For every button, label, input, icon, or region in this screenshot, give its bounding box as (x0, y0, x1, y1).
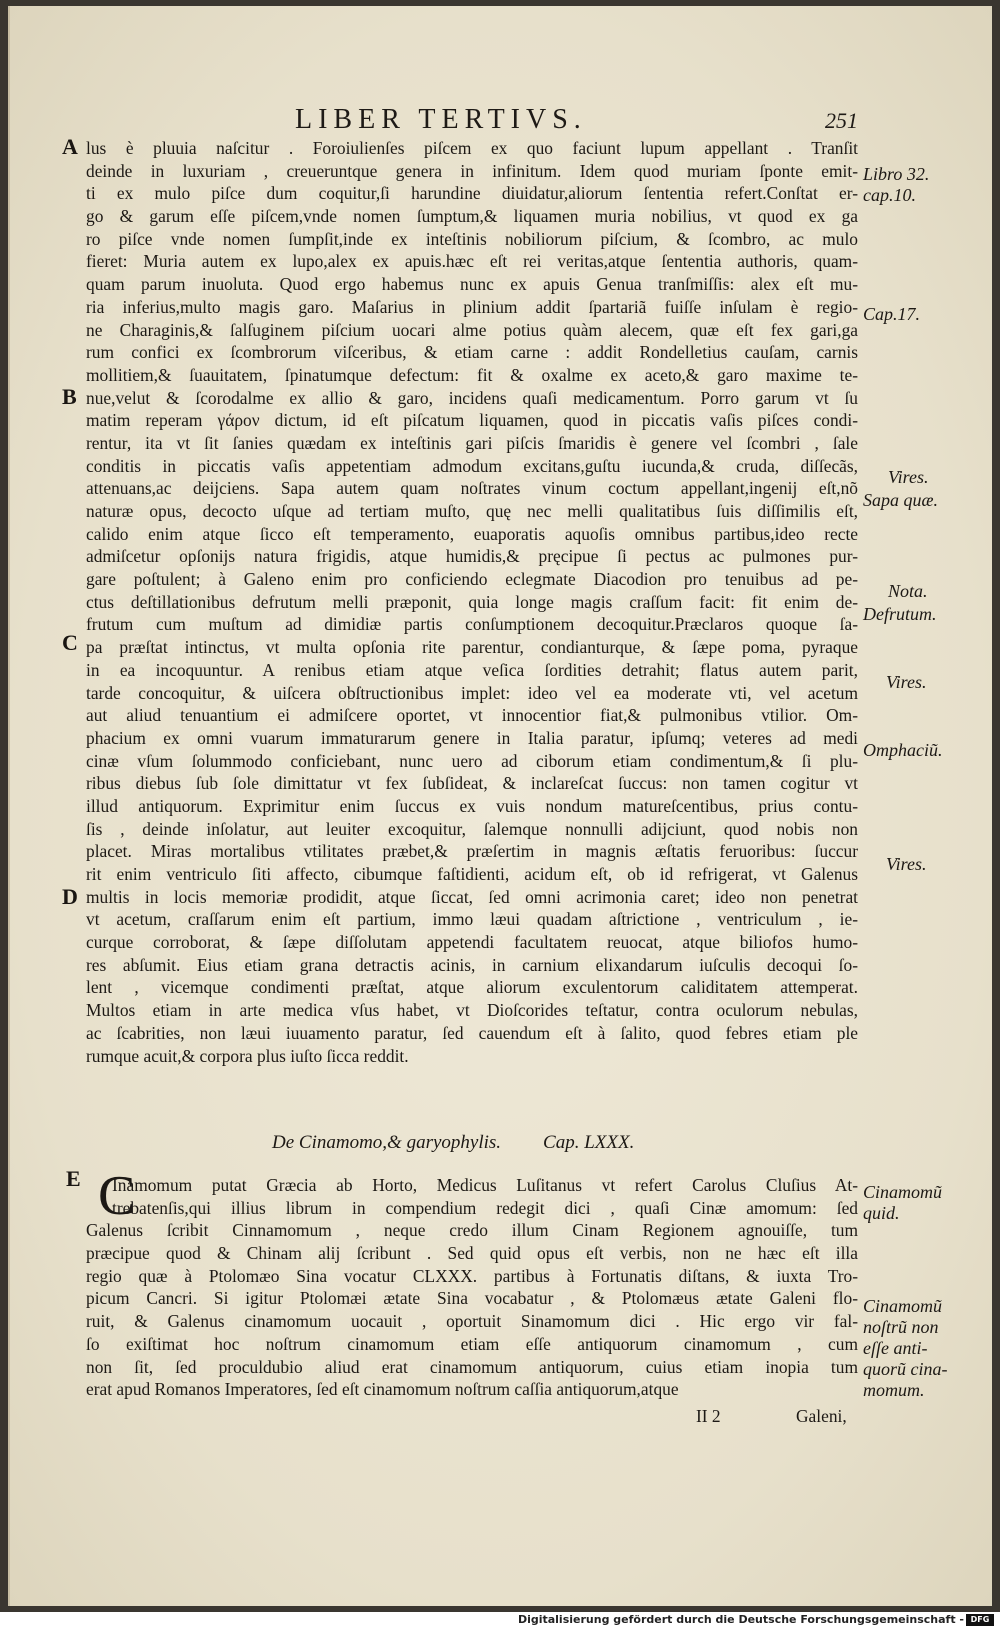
text-line: Galenus ſcribit Cinnamomum , neque credo illum Cinam Regionem agnouiſſe, tum (86, 1220, 858, 1241)
marginal-note-libro (863, 164, 992, 206)
text-line: ne Charaginis,& ſalſuginem piſcium uocari alme potius quàm alecem, quæ eſt fex gari,ga (86, 319, 858, 340)
marginal-line: Cinamomũ (863, 1296, 943, 1316)
catchword: Galeni, (796, 1406, 847, 1426)
text-line: quam parum inuoluta. Quod ergo habemus nunc ex apuis Genua tranſmiſſis: alex eſt mu- (86, 274, 858, 295)
text-line: lent , vicemque condimenti præſtat, atque aliorum exculentorum caliditatem attemperat. (86, 977, 858, 998)
section-letter-b: B (62, 384, 77, 409)
text-line: ctus deſtillationibus defrutum melli præponit, quia longe magis craſſum facit: fit enim de- (86, 591, 858, 612)
chapter-number: Cap. LXXX. (543, 1132, 635, 1153)
text-line: attenuans,ac deijciens. Sapa autem quam noſtrates vinum coctum appellant,ingenij eſt,nõ (86, 478, 858, 499)
marginal-note-defrutum (863, 604, 992, 625)
marginal-note-cinamomum-nostrum (863, 1296, 992, 1401)
text-line: rentur, ita vt ſit ſanies quædam ex inteſtinis gari piſcis ſmaridis è genere vel ſcombri , ſale (86, 432, 858, 453)
text-line: deinde in luxuriam , creueruntque genera in infinitum. Idem quod muriam ſponte emit- (86, 160, 858, 181)
text-line: cinæ vſum ſolummodo conficiebant, nunc uero ad ciborum etiam condimentum,& ſi plu- (86, 750, 858, 771)
marginal-line: Sapa quæ. (863, 490, 939, 510)
marginal-line: Cap.17. (863, 304, 921, 324)
text-line: rum confici ex ſcombrorum viſceribus, & etiam carne : addit Rondelletius cauſam, carnis (86, 342, 858, 363)
text-line: ſis , deinde inſolatur, aut leuiter excoquitur, ſalemque nonnulli adijciunt, quod nobis non (86, 818, 858, 839)
signature-mark: II 2 (696, 1406, 721, 1426)
text-line: lus è pluuia naſcitur . Foroiulienſes piſcem ex quo faciunt lupum appellant . Tranſit (86, 138, 858, 158)
drop-cap: C (98, 1165, 136, 1227)
section-letter-d: D (62, 884, 78, 909)
text-line: placet. Miras mortalibus vtilitates præbet,& præſertim in magnis æſtatis feruoribus: ſuccur (86, 841, 858, 862)
text-line: matim reperam γάρον dictum, id eſt piſcatum liquamen, quod in piccatis vaſis piſces condi- (86, 410, 858, 431)
text-line: rit enim ventriculo ſiti affecto, cibumque faſtidienti, acidum eſt, ob id refrigerat, vt Galenus (86, 864, 858, 884)
marginal-note-cap17 (863, 304, 992, 325)
section-letter-e: E (66, 1166, 81, 1191)
marginal-line: Vires. (888, 467, 929, 487)
marginal-line: Defrutum. (863, 604, 937, 624)
marginal-line: cap.10. (863, 185, 916, 205)
text-line: pa præſtat intinctus, vt multa opſonia rite parentur, condianturque, & ſæpe poma, pyraque (86, 637, 858, 658)
marginal-note-omphacium (863, 740, 992, 761)
marginal-line: Libro 32. (863, 164, 930, 184)
marginal-line: Omphaciũ. (863, 740, 943, 760)
dfg-logo: DFG (966, 1614, 994, 1626)
page-number: 251 (825, 108, 858, 133)
text-line: naturæ opus, decocto uſque ad tertiam muſto, quę nec melli qualitatibus ſuis diſſimilis eſt, (86, 501, 858, 521)
text-line: ria inferius,multo magis garo. Maſarius in plinium addit ſpartariã fuiſſe inſulam è regio- (86, 296, 858, 317)
marginal-note-vires (886, 854, 992, 875)
marginal-line: quorũ cina- (863, 1359, 948, 1379)
marginal-note-cinamomum-quid (863, 1182, 992, 1224)
section-letter-a: A (62, 134, 78, 159)
marginal-note-sapa (863, 490, 992, 511)
marginal-line: Vires. (886, 672, 927, 692)
text-line: illud antiquorum. Exprimitur enim ſuccus ex vuis nondum matureſcentibus, prius contu- (86, 795, 858, 816)
marginal-line: noſtrũ non (863, 1317, 939, 1337)
text-line: vt acetum, craſſarum enim eſt partium, immo læui quadam aſtrictione , ventriculum , ie- (86, 909, 858, 930)
text-line: conditis in piccatis vaſis appetentiam admodum excitans,guſtu iucunda,& cruda, diſſecãs, (86, 455, 858, 476)
marginal-line: momum. (863, 1380, 925, 1400)
text-line: ruit, & Galenus cinamomum uocauit , oportuit Sinamomum dici . Hic ergo vir fal- (86, 1311, 858, 1332)
text-line: go & garum eſſe piſcem,vnde nomen ſumptum,& liquamen muria nobilius, vt quod ex ga (86, 206, 858, 227)
text-line: tarde concoquitur, & uiſcera obſtructionibus implet: ideo vel ea moderate vti, vel acetum (86, 682, 858, 703)
digitization-footer (0, 1612, 1000, 1628)
text-line: regio quæ à Ptolomæo Sina vocatur CLXXX. partibus à Fortunatis diſtans, & iuxta Tro- (86, 1265, 858, 1286)
marginal-line: Cinamomũ (863, 1182, 943, 1202)
chapter-text-block (86, 1174, 858, 1401)
text-line: mollitiem,& ſuauitatem, ſpinatumque defectum: fit & oxalme ex aceto,& garo maxime te- (86, 364, 858, 385)
section-letter-c: C (62, 630, 78, 655)
text-line: præcipue quod & Chinam alij ſcribunt . Sed quid opus eſt verbis, non ne hæc eſt illa (86, 1243, 858, 1264)
text-line: erat apud Romanos Imperatores, ſed eſt cinamomum noſtrum caſſia antiquorum,atque (86, 1379, 679, 1400)
text-line: aut aliud tenuantium ei admiſcere oportet, vt innocentior fiat,& pulmonibus vtilior. Om- (86, 705, 858, 726)
book-page (8, 6, 992, 1606)
text-line: ac ſcabrities, non læui iuuamento paratur, ſed cauendum eſt à ſalito, quod febres etiam ple (86, 1022, 858, 1043)
text-line: ti ex mulo piſce dum coquitur,ſi harundine diuidatur,aliorum ſententia refert.Conſtat er- (86, 183, 858, 204)
running-head: LIBER TERTIVS. (295, 104, 587, 135)
text-line: admiſcetur opſonijs natura frigidis, atque humidis,& pręcipue ſi pectus ac pulmones pur- (86, 546, 858, 567)
text-line: multis in locis memoriæ prodidit, atque ſiccat, ſed omni acrimonia caret; ideo non penetrat (86, 886, 858, 907)
text-line: fieret: Muria autem ex lupo,alex ex apuis.hæc eſt rei veritas,atque ſententia authoris, quam- (86, 251, 858, 272)
text-line: gare poſtulent; à Galeno enim pro conficiendo eclegmate Diacodion pro tenuibus ad pe- (86, 569, 858, 590)
marginal-note-nota (888, 581, 992, 602)
text-line: curque corroborat, & ſæpe diſſolutam appetendi facultatem reuocat, atque biliofos humo- (86, 932, 858, 953)
marginal-line: Vires. (886, 854, 927, 874)
text-line: ribus diebus ſub ſole dimittatur vt fex ſubſideat, & inclareſcat ſuccus: non tamen cogitur vt (86, 773, 858, 794)
text-line: nue,velut & ſcorodalme ex allio & garo, incidens quaſi medicamentum. Porro garum vt ſu (86, 387, 858, 408)
text-line: ſo exiſtimat hoc noſtrum cinamomum etiam eſſe antiquorum cinamomum , cum (86, 1333, 858, 1354)
text-line: Inamomum putat Græcia ab Horto, Medicus Luſitanus vt refert Carolus Cluſius At- (112, 1175, 858, 1195)
marginal-line: Nota. (888, 581, 928, 601)
text-line: calido enim atque ſicco eſt temperamento, euaporatis aquoſis omnibus partibus,ideo recte (86, 523, 858, 544)
text-line: in ea incoquuntur. A renibus etiam atque veſica ſordities detrahit; flatus autem parit, (86, 659, 858, 680)
text-line: trebatenſis,qui illius librum in compendium redegit dici , quaſi Cinæ amomum: ſed (112, 1197, 858, 1218)
text-line: res abſumit. Eius etiam grana detractis acinis, in carnium elixandarum iuſculis decoqui ſo- (86, 954, 858, 975)
chapter-heading (272, 1132, 634, 1154)
marginal-line: quid. (863, 1203, 900, 1223)
text-line: non ſit, ſed proculdubio aliud erat cinamomum antiquorum, cuius etiam inopia tum (86, 1356, 858, 1377)
text-line: ro piſce vnde nomen ſumpſit,inde ex inteſtinis nobiliorum piſcium, & ſcombro, ac mulo (86, 228, 858, 249)
text-line: frutum cum muſtum ad dimidiæ partis conſumptionem decoquitur.Præclaros quoque ſa- (86, 614, 858, 635)
main-text-block (86, 137, 858, 1067)
text-line: rumque acuit,& corpora plus iuſto ſicca reddit. (86, 1045, 409, 1066)
text-line: picum Cancri. Si igitur Ptolomæi ætate Sina vocabatur , & Ptolomæus ætate Galeni flo- (86, 1288, 858, 1309)
footer-credit: Digitalisierung gefördert durch die Deutsche Forschungsgemeinschaft - (517, 1613, 964, 1626)
marginal-note-vires (886, 672, 992, 693)
chapter-title: De Cinamomo,& garyophylis. (272, 1132, 502, 1153)
text-line: Multos etiam in arte medica vſus habet, vt Dioſcorides teſtatur, contra oculorum nebulas, (86, 1000, 858, 1021)
marginal-note-vires (888, 467, 992, 488)
text-line: phacium ex omni vuarum immaturarum genere in Italia paratur, ipſumq; veteres ad medi (86, 727, 858, 748)
marginal-line: eſſe anti- (863, 1338, 928, 1358)
